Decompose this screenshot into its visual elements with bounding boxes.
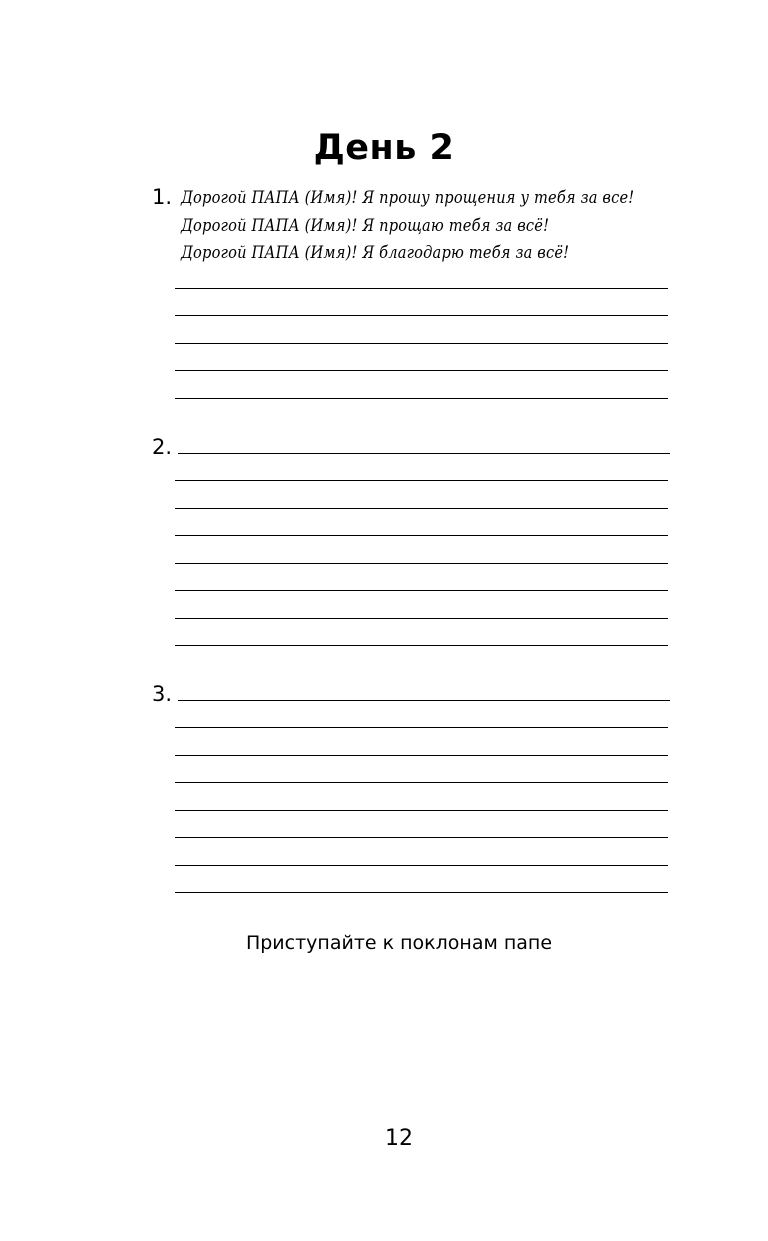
section-number-3: 3. (152, 682, 173, 706)
instruction-text: Приступайте к поклонам папе (245, 932, 553, 954)
page-title: День 2 (313, 128, 455, 168)
writing-line[interactable] (175, 837, 668, 838)
writing-line[interactable] (175, 865, 668, 866)
writing-line[interactable] (178, 700, 670, 701)
writing-line[interactable] (175, 618, 668, 619)
affirmation-line-1: Дорогой ПАПА (Имя)! Я прошу прощения у тебя за все! (181, 188, 635, 208)
writing-line[interactable] (178, 453, 670, 454)
writing-line[interactable] (175, 398, 668, 399)
writing-line[interactable] (175, 480, 668, 481)
writing-line[interactable] (175, 645, 668, 646)
section-number-2: 2. (152, 435, 173, 459)
affirmation-line-2: Дорогой ПАПА (Имя)! Я прощаю тебя за всё! (181, 216, 550, 236)
page-number: 12 (385, 1126, 413, 1151)
writing-line[interactable] (175, 508, 668, 509)
writing-line[interactable] (175, 370, 668, 371)
writing-line[interactable] (175, 727, 668, 728)
writing-line[interactable] (175, 563, 668, 564)
writing-line[interactable] (175, 343, 668, 344)
writing-line[interactable] (175, 288, 668, 289)
writing-line[interactable] (175, 315, 668, 316)
writing-line[interactable] (175, 590, 668, 591)
writing-line[interactable] (175, 810, 668, 811)
writing-line[interactable] (175, 535, 668, 536)
writing-line[interactable] (175, 782, 668, 783)
writing-line[interactable] (175, 755, 668, 756)
writing-line[interactable] (175, 892, 668, 893)
section-number-1: 1. (152, 185, 173, 209)
affirmation-line-3: Дорогой ПАПА (Имя)! Я благодарю тебя за всё! (181, 243, 570, 263)
